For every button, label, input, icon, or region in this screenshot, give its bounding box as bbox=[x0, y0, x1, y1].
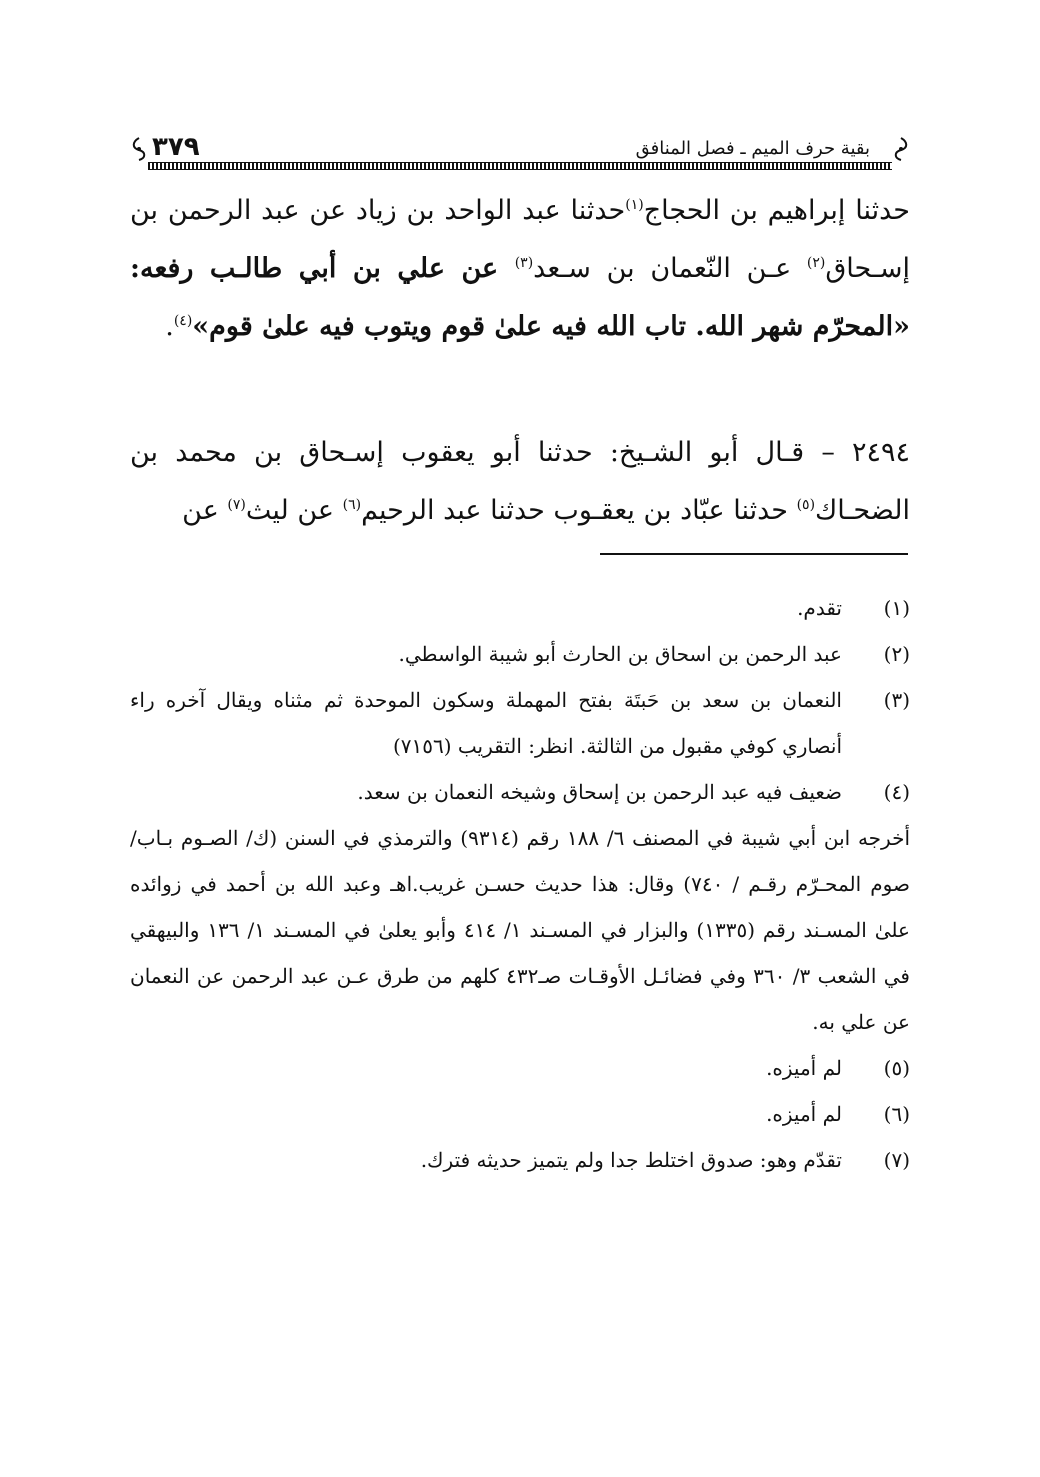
footnote-continuation: أخرجه ابن أبي شيبة في المصنف ٦/ ١٨٨ رقم (٩٣١٤) والترمذي في السنن (ك/ الصـوم بـاب/ صوم المحـرّم رقـم / ٧٤٠) وقال: هذا حديث حسـن غريب.اهـ وعبد الله بن أحمد في زوائده علىٰ المسـند رقم (١٣٣٥) والبزار في المسـند ١/ ٤١٤ وأبو يعلىٰ في المسـند ١/ ١٣٦ والبيهقي في الشعب ٣/ ٣٦٠ وفي فضائـل الأوقـات صـ٤٣٢ كلهم من طرق عـن عبد الرحمن عن النعمان عن علي به. bbox=[130, 826, 910, 1034]
footnote-text: عبد الرحمن بن اسحاق بن الحارث أبو شيبة الواسطي. bbox=[398, 642, 842, 666]
footnote-ref[interactable]: (٥) bbox=[796, 497, 816, 513]
header-title: بقية حرف الميم ـ فصل المنافق bbox=[635, 138, 870, 159]
footnote-number: (٢) bbox=[883, 642, 910, 666]
footnote-text: تقدم. bbox=[797, 596, 842, 620]
footnote-number: (١) bbox=[883, 596, 910, 620]
footnote-ref[interactable]: (٧) bbox=[227, 497, 246, 513]
footnote-separator bbox=[600, 553, 908, 555]
footnote-number: (٣) bbox=[883, 688, 910, 712]
text: حدثنا عبّاد بن يعقـوب حدثنا عبد الرحيم bbox=[361, 495, 797, 526]
text: حدثنا عبد الواحد بن زياد عن عبد الرحمن بن إسـحاق bbox=[130, 195, 910, 284]
text: حدثنا إبراهيم بن الحجاج bbox=[643, 195, 910, 226]
footnote-number: (٥) bbox=[883, 1056, 910, 1080]
footnote-text: لم أميزه. bbox=[766, 1102, 842, 1126]
footnote-ref[interactable]: (٢) bbox=[806, 255, 826, 271]
footnote-item bbox=[130, 1091, 910, 1137]
header-rule bbox=[148, 162, 892, 170]
page-number: ٣٧٩ bbox=[152, 132, 200, 162]
text: . bbox=[165, 311, 174, 342]
text: عن ليث bbox=[245, 495, 343, 526]
footnote-ref[interactable]: (٦) bbox=[342, 497, 362, 513]
footnote-number: (٦) bbox=[883, 1102, 910, 1126]
footnote-ref[interactable]: (٤) bbox=[173, 313, 193, 329]
footnotes bbox=[130, 585, 910, 1183]
footnote-number: (٤) bbox=[883, 780, 910, 804]
right-ornament-icon bbox=[892, 136, 910, 162]
footnote-item bbox=[130, 585, 910, 631]
hadith-paragraph-2 bbox=[130, 424, 910, 540]
footnote-text: النعمان بن سعد بن حَبتَة بفتح المهملة وسكون الموحدة ثم مثناه ويقال آخره راء أنصاري كوفي مقبول من الثالثة. انظر: التقريب (٧١٥٦) bbox=[130, 688, 842, 758]
footnote-item bbox=[130, 631, 910, 677]
left-ornament-icon bbox=[130, 136, 148, 162]
footnote-item bbox=[130, 1137, 910, 1183]
footnote-item bbox=[130, 677, 910, 769]
text: عن bbox=[182, 495, 228, 526]
footnote-item bbox=[130, 769, 910, 815]
footnote-text: ضعيف فيه عبد الرحمن بن إسحاق وشيخه النعمان بن سعد. bbox=[357, 780, 842, 804]
footnote-text: لم أميزه. bbox=[766, 1056, 842, 1080]
text: ٢٤٩٤ – قـال أبو الشـيخ: حدثنا أبو يعقوب إسـحاق بن محمد بن الضحـاك bbox=[130, 437, 910, 526]
footnote-number: (٧) bbox=[883, 1148, 910, 1172]
footnote-item bbox=[130, 1045, 910, 1091]
bold-hadith-text: عن علي بن أبي طالـب رفعه: «المحرّم شهر الله. تاب الله فيه علىٰ قوم ويتوب فيه علىٰ قوم» bbox=[130, 253, 910, 342]
footnote-text: تقدّم وهو: صدوق اختلط جدا ولم يتميز حديثه فترك. bbox=[420, 1148, 842, 1172]
running-header bbox=[130, 128, 910, 172]
footnote-ref[interactable]: (٣) bbox=[514, 255, 534, 271]
hadith-paragraph-1 bbox=[130, 182, 910, 356]
footnote-ref[interactable]: (١) bbox=[625, 197, 644, 213]
text: عـن النّعمان بن سـعد bbox=[533, 253, 807, 284]
